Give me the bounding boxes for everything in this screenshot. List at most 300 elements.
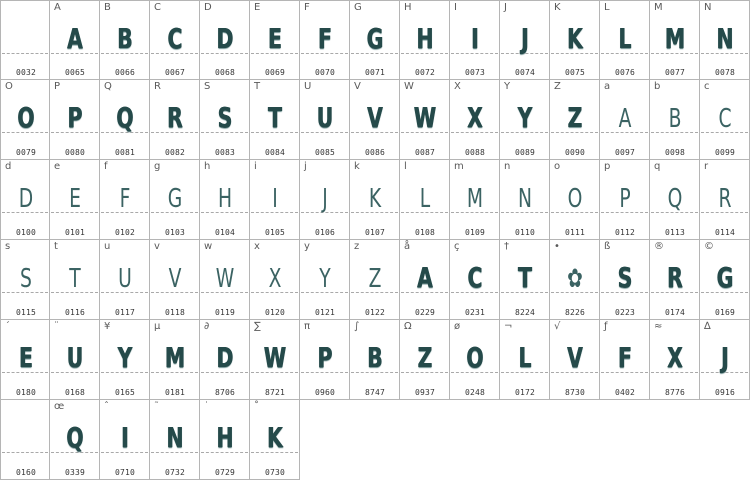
character-code: 0072 [414, 68, 436, 77]
character-code: 0174 [664, 308, 686, 317]
glyph-preview: R [667, 261, 683, 294]
glyph-cell [0, 240, 50, 320]
character-label: H [404, 2, 412, 13]
character-code: 0079 [15, 148, 37, 157]
character-code: 0067 [164, 68, 186, 77]
character-code: 0113 [664, 228, 686, 237]
glyph-preview: P [317, 341, 333, 374]
glyph-cell [0, 160, 50, 240]
character-code: 0083 [214, 148, 236, 157]
character-label: S [204, 81, 211, 92]
glyph-preview: O [567, 184, 583, 214]
character-code: 0073 [464, 68, 486, 77]
character-code: 0160 [15, 468, 37, 477]
glyph-cell [650, 0, 700, 80]
glyph-preview: I [121, 421, 129, 454]
character-label: å [404, 241, 411, 252]
glyph-cell [500, 240, 550, 320]
character-label: z [354, 241, 360, 252]
glyph-cell [350, 80, 400, 160]
character-code: 0118 [164, 308, 186, 317]
character-code: 0248 [464, 388, 486, 397]
character-label: p [604, 161, 611, 172]
glyph-cell [700, 160, 750, 240]
character-code: 8721 [264, 388, 286, 397]
glyph-cell [100, 160, 150, 240]
glyph-cell [350, 320, 400, 400]
glyph-preview: E [268, 22, 282, 55]
character-label: π [304, 321, 311, 332]
glyph-preview: L [618, 22, 632, 55]
glyph-preview: E [69, 184, 81, 214]
glyph-cell [450, 160, 500, 240]
character-label: C [154, 2, 161, 13]
character-code: 0165 [114, 388, 136, 397]
character-code: 0086 [364, 148, 386, 157]
character-label: ∫ [354, 321, 360, 332]
glyph-preview: O [17, 101, 35, 134]
character-label: u [104, 241, 111, 252]
glyph-cell [450, 80, 500, 160]
character-label: d [5, 161, 12, 172]
glyph-preview: C [167, 22, 183, 55]
character-label: µ [154, 321, 161, 332]
glyph-cell [600, 0, 650, 80]
character-label: ¨ [54, 321, 59, 332]
character-label: w [204, 241, 213, 252]
glyph-cell [350, 160, 400, 240]
glyph-cell [100, 240, 150, 320]
glyph-cell [650, 80, 700, 160]
glyph-preview: U [66, 341, 84, 374]
character-label: X [454, 81, 461, 92]
glyph-cell [200, 0, 250, 80]
character-code: 0106 [314, 228, 336, 237]
character-code: 0109 [464, 228, 486, 237]
character-label: √ [554, 321, 561, 332]
glyph-cell [50, 400, 100, 480]
glyph-preview: M [664, 22, 686, 55]
glyph-preview: J [721, 341, 729, 374]
character-label: h [204, 161, 211, 172]
character-label: K [554, 2, 561, 13]
glyph-preview: V [567, 341, 583, 374]
glyph-cell [250, 400, 300, 480]
character-code: 0112 [614, 228, 636, 237]
glyph-cell [600, 160, 650, 240]
glyph-cell [400, 320, 450, 400]
character-label: c [704, 81, 710, 92]
glyph-cell [500, 80, 550, 160]
glyph-preview: I [471, 22, 479, 55]
character-label: U [304, 81, 312, 92]
glyph-preview: L [518, 341, 532, 374]
character-label: D [204, 2, 212, 13]
character-code: 0180 [15, 388, 37, 397]
character-code: 0117 [114, 308, 136, 317]
glyph-preview: F [618, 341, 632, 374]
character-code: 0070 [314, 68, 336, 77]
character-label: k [354, 161, 360, 172]
glyph-preview: C [467, 261, 483, 294]
glyph-cell [300, 0, 350, 80]
glyph-preview: Z [417, 341, 433, 374]
character-label: T [254, 81, 261, 92]
glyph-preview: K [567, 22, 583, 55]
character-code: 0100 [15, 228, 37, 237]
glyph-preview: Q [116, 101, 134, 134]
glyph-cell [300, 240, 350, 320]
glyph-cell [100, 400, 150, 480]
glyph-preview: D [216, 22, 234, 55]
glyph-cell [50, 240, 100, 320]
character-label: r [704, 161, 709, 172]
glyph-preview: X [467, 101, 483, 134]
glyph-preview: U [316, 101, 334, 134]
character-label: ∂ [204, 321, 210, 332]
character-code: 0730 [264, 468, 286, 477]
character-code: 0122 [364, 308, 386, 317]
character-label: j [304, 161, 307, 172]
character-label: L [604, 2, 610, 13]
character-code: 0960 [314, 388, 336, 397]
glyph-preview: T [268, 101, 282, 134]
character-code: 8226 [564, 308, 586, 317]
character-code: 8224 [514, 308, 536, 317]
glyph-preview: M [164, 341, 186, 374]
glyph-preview: Y [517, 101, 533, 134]
glyph-cell [550, 320, 600, 400]
character-code: 8747 [364, 388, 386, 397]
glyph-preview: V [168, 264, 182, 294]
character-label: y [304, 241, 310, 252]
character-label: Y [504, 81, 511, 92]
character-code: 0103 [164, 228, 186, 237]
character-label: © [704, 241, 714, 252]
glyph-preview: G [167, 184, 183, 214]
glyph-cell [400, 80, 450, 160]
glyph-preview: L [419, 184, 431, 214]
character-label: G [354, 2, 362, 13]
glyph-preview: N [166, 421, 184, 454]
character-label: v [154, 241, 160, 252]
character-label: ß [604, 241, 611, 252]
character-code: 0223 [614, 308, 636, 317]
character-code: 0111 [564, 228, 586, 237]
character-label: Z [554, 81, 561, 92]
character-code: 0168 [64, 388, 86, 397]
glyph-preview: E [19, 341, 33, 374]
character-label: • [554, 241, 560, 252]
character-label: W [404, 81, 414, 92]
glyph-preview: W [413, 101, 437, 134]
glyph-cell [300, 160, 350, 240]
character-label: g [154, 161, 161, 172]
glyph-cell [550, 160, 600, 240]
glyph-preview: J [521, 22, 529, 55]
glyph-cell [150, 160, 200, 240]
character-label: N [704, 2, 712, 13]
character-code: 0104 [214, 228, 236, 237]
character-label: Q [104, 81, 112, 92]
character-label: P [54, 81, 61, 92]
glyph-preview: F [119, 184, 131, 214]
glyph-cell [500, 160, 550, 240]
glyph-cell [200, 400, 250, 480]
glyph-preview: S [617, 261, 633, 294]
character-code: 0121 [314, 308, 336, 317]
character-code: 0032 [15, 68, 37, 77]
glyph-preview: K [368, 184, 382, 214]
glyph-cell [0, 400, 50, 480]
character-code: 0172 [514, 388, 536, 397]
character-label: o [554, 161, 561, 172]
character-code: 0102 [114, 228, 136, 237]
glyph-preview: H [217, 184, 233, 214]
glyph-preview: T [518, 261, 532, 294]
glyph-cell [200, 240, 250, 320]
glyph-cell [650, 240, 700, 320]
glyph-cell [250, 80, 300, 160]
glyph-cell [0, 80, 50, 160]
glyph-preview: W [215, 264, 235, 294]
character-code: 0084 [264, 148, 286, 157]
glyph-cell [250, 240, 300, 320]
glyph-cell [400, 160, 450, 240]
glyph-cell [700, 320, 750, 400]
glyph-cell [650, 160, 700, 240]
glyph-cell [200, 80, 250, 160]
character-code: 0231 [464, 308, 486, 317]
character-code: 0069 [264, 68, 286, 77]
character-code: 8706 [214, 388, 236, 397]
glyph-preview: A [618, 104, 632, 134]
character-label: x [254, 241, 260, 252]
glyph-cell [250, 320, 300, 400]
glyph-preview: ✿ [567, 264, 583, 294]
character-label: ˙ [204, 401, 209, 412]
character-code: 0916 [714, 388, 736, 397]
character-label: ∆ [704, 321, 711, 332]
character-label: e [54, 161, 61, 172]
glyph-preview: Y [117, 341, 133, 374]
character-code: 0114 [714, 228, 736, 237]
character-label: ˆ [104, 401, 109, 412]
character-label: Ω [404, 321, 412, 332]
character-label: V [354, 81, 361, 92]
glyph-cell [400, 0, 450, 80]
glyph-cell [300, 80, 350, 160]
glyph-cell [150, 80, 200, 160]
character-code: 0110 [514, 228, 536, 237]
character-label: E [254, 2, 261, 13]
glyph-preview: O [466, 341, 484, 374]
glyph-cell [150, 0, 200, 80]
character-label: F [304, 2, 310, 13]
character-code: 0089 [514, 148, 536, 157]
glyph-preview: F [318, 22, 332, 55]
glyph-cell [0, 0, 50, 80]
glyph-cell [250, 0, 300, 80]
character-code: 0082 [164, 148, 186, 157]
glyph-preview: S [20, 264, 32, 294]
glyph-preview: G [366, 22, 384, 55]
glyph-cell [150, 240, 200, 320]
glyph-cell [350, 0, 400, 80]
character-label: n [504, 161, 511, 172]
glyph-cell [50, 320, 100, 400]
character-label: i [254, 161, 257, 172]
glyph-preview: V [367, 101, 383, 134]
character-code: 0076 [614, 68, 636, 77]
character-label: l [404, 161, 407, 172]
glyph-cell [300, 320, 350, 400]
glyph-cell [550, 80, 600, 160]
glyph-preview: Z [368, 264, 382, 294]
character-label: s [5, 241, 11, 252]
character-label: ø [454, 321, 461, 332]
glyph-cell [450, 320, 500, 400]
glyph-preview: Q [667, 184, 683, 214]
character-code: 0729 [214, 468, 236, 477]
glyph-preview: G [716, 261, 734, 294]
glyph-cell [100, 0, 150, 80]
glyph-preview: B [117, 22, 133, 55]
glyph-preview: N [716, 22, 734, 55]
glyph-cell [100, 80, 150, 160]
character-code: 0339 [64, 468, 86, 477]
character-code: 0108 [414, 228, 436, 237]
glyph-preview: R [718, 184, 732, 214]
glyph-preview: N [517, 184, 532, 214]
character-label: ´ [5, 321, 10, 332]
glyph-preview: A [417, 261, 433, 294]
character-label: O [5, 81, 13, 92]
character-code: 0119 [214, 308, 236, 317]
character-code: 0087 [414, 148, 436, 157]
character-code: 8730 [564, 388, 586, 397]
glyph-preview: K [267, 421, 283, 454]
glyph-preview: X [268, 264, 282, 294]
character-code: 0065 [64, 68, 86, 77]
character-code: 0088 [464, 148, 486, 157]
glyph-preview: P [67, 101, 83, 134]
character-code: 0077 [664, 68, 686, 77]
character-code: 0732 [164, 468, 186, 477]
character-label: A [54, 2, 61, 13]
character-label: R [154, 81, 161, 92]
glyph-cell [500, 0, 550, 80]
character-label: ¥ [104, 321, 111, 332]
character-code: 0115 [15, 308, 37, 317]
glyph-preview: S [217, 101, 233, 134]
character-label: œ [54, 401, 65, 412]
glyph-cell [500, 320, 550, 400]
glyph-preview: D [216, 341, 234, 374]
character-code: 0085 [314, 148, 336, 157]
glyph-cell [550, 240, 600, 320]
character-code: 0071 [364, 68, 386, 77]
character-code: 0068 [214, 68, 236, 77]
glyph-cell [200, 160, 250, 240]
glyph-cell [450, 240, 500, 320]
character-code: 0097 [614, 148, 636, 157]
character-code: 0075 [564, 68, 586, 77]
character-code: 0081 [114, 148, 136, 157]
glyph-preview: A [67, 22, 83, 55]
character-label: ƒ [604, 321, 608, 332]
glyph-preview: R [167, 101, 183, 134]
character-code: 0074 [514, 68, 536, 77]
character-code: 8776 [664, 388, 686, 397]
character-code: 0105 [264, 228, 286, 237]
character-label: a [604, 81, 611, 92]
glyph-cell [50, 0, 100, 80]
character-label: I [454, 2, 457, 13]
baseline-guide [2, 452, 48, 453]
glyph-cell [700, 0, 750, 80]
character-label: ç [454, 241, 460, 252]
character-label: t [54, 241, 58, 252]
glyph-cell [150, 400, 200, 480]
glyph-preview: T [69, 264, 81, 294]
character-label: M [654, 2, 663, 13]
glyph-cell [450, 0, 500, 80]
character-code: 0090 [564, 148, 586, 157]
glyph-cell [700, 240, 750, 320]
glyph-preview: B [367, 341, 383, 374]
character-label: † [504, 241, 509, 252]
glyph-cell [150, 320, 200, 400]
glyph-preview: H [216, 421, 234, 454]
character-code: 0181 [164, 388, 186, 397]
glyph-preview: Z [567, 101, 583, 134]
character-label: b [654, 81, 661, 92]
character-code: 0229 [414, 308, 436, 317]
character-label: ∑ [254, 321, 261, 332]
glyph-cell [50, 80, 100, 160]
character-code: 0937 [414, 388, 436, 397]
glyph-preview: Q [66, 421, 84, 454]
character-code: 0066 [114, 68, 136, 77]
character-code: 0098 [664, 148, 686, 157]
glyph-cell [550, 0, 600, 80]
character-code: 0101 [64, 228, 86, 237]
glyph-preview: B [668, 104, 682, 134]
glyph-preview: H [416, 22, 434, 55]
glyph-cell [650, 320, 700, 400]
character-code: 0078 [714, 68, 736, 77]
character-label: ¬ [504, 321, 513, 332]
character-label: ≈ [654, 321, 663, 332]
glyph-cell [200, 320, 250, 400]
glyph-cell [350, 240, 400, 320]
character-code: 0710 [114, 468, 136, 477]
glyph-preview: X [667, 341, 683, 374]
character-label: B [104, 2, 111, 13]
character-code: 0169 [714, 308, 736, 317]
character-label: ˜ [154, 401, 159, 412]
glyph-preview: P [619, 184, 631, 214]
character-label: q [654, 161, 661, 172]
character-code: 0107 [364, 228, 386, 237]
glyph-preview: Y [319, 264, 331, 294]
glyph-preview: U [118, 264, 132, 294]
glyph-preview: M [466, 184, 484, 214]
character-label: ˚ [254, 401, 259, 412]
character-code: 0099 [714, 148, 736, 157]
character-label: f [104, 161, 108, 172]
